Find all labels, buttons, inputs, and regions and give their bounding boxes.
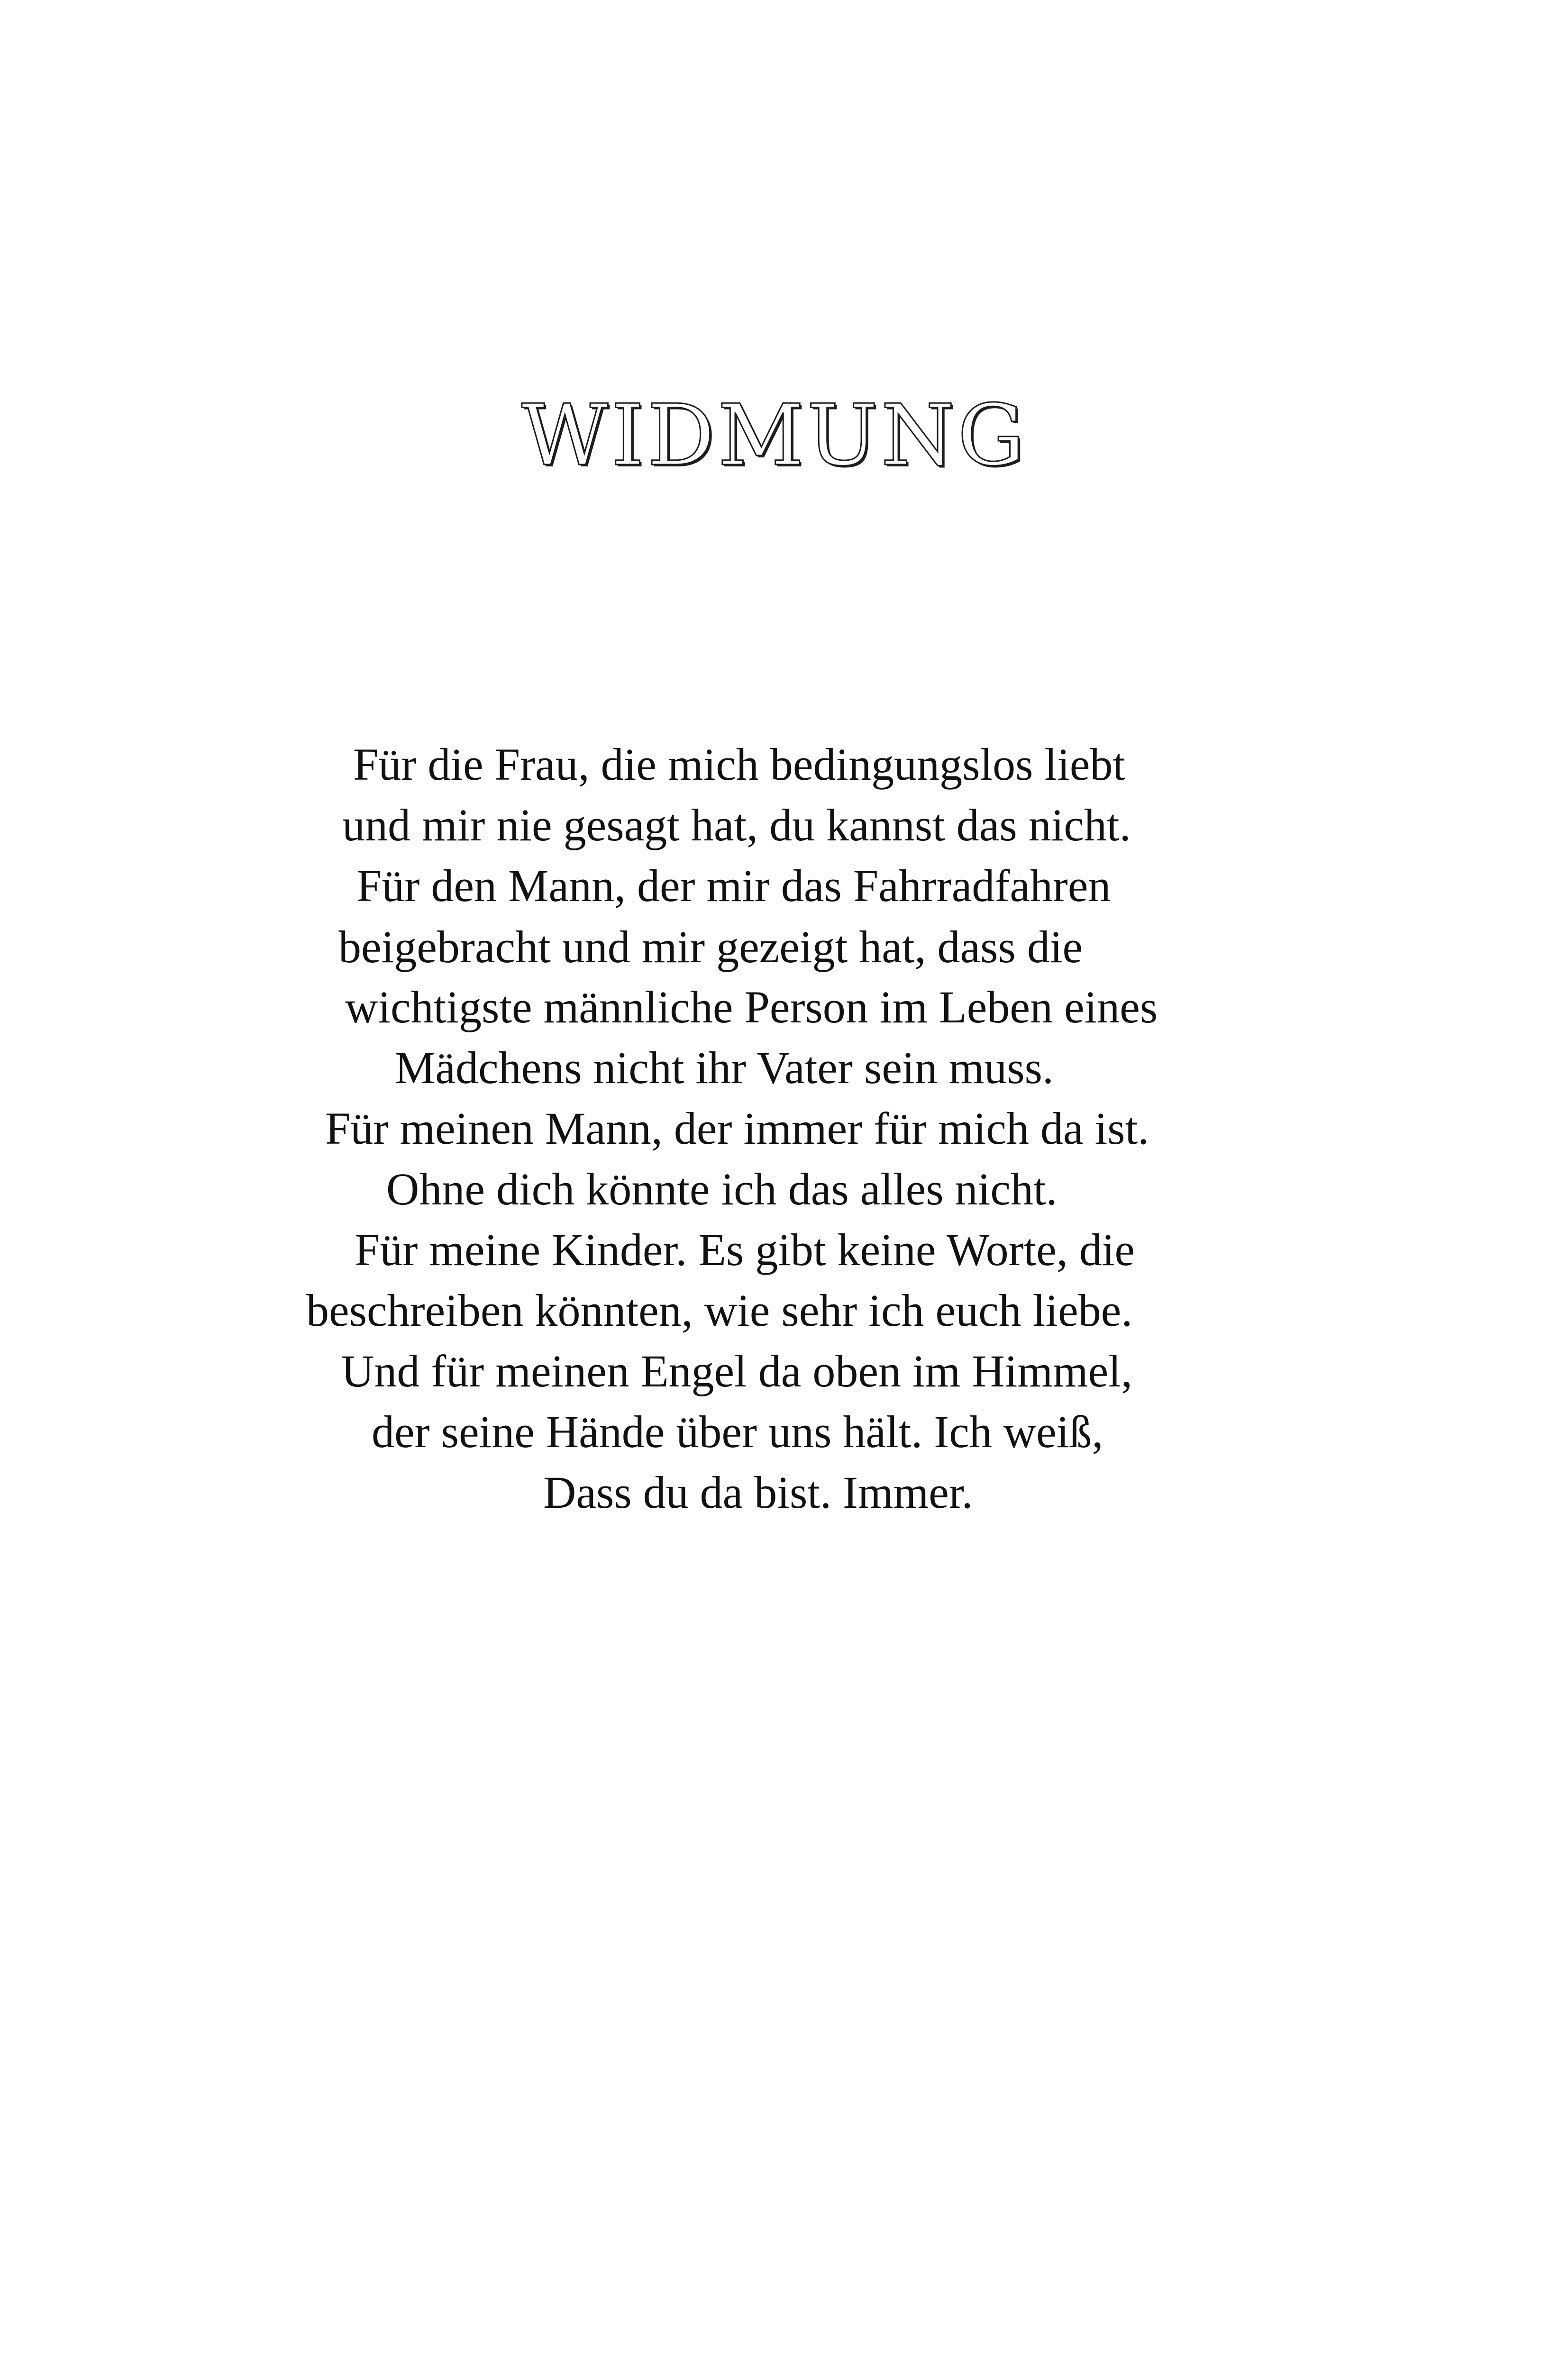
- dedication-line: der seine Hände über uns hält. Ich weiß,: [372, 1406, 1103, 1457]
- dedication-line: Für die Frau, die mich bedingungslos liebt: [353, 739, 1126, 790]
- dedication-line: Für den Mann, der mir das Fahrradfahren: [356, 860, 1111, 911]
- dedication-line: Für meine Kinder. Es gibt keine Worte, die: [355, 1224, 1135, 1275]
- dedication-line: Mädchens nicht ihr Vater sein muss.: [395, 1042, 1054, 1093]
- dedication-line: Und für meinen Engel da oben im Himmel,: [341, 1346, 1132, 1396]
- dedication-line: und mir nie gesagt hat, du kannst das nicht.: [342, 800, 1131, 850]
- dedication-line: beigebracht und mir gezeigt hat, dass die: [338, 921, 1083, 972]
- dedication-line: wichtigste männliche Person im Leben eines: [345, 982, 1158, 1032]
- dedication-line: Ohne dich könnte ich das alles nicht.: [386, 1164, 1057, 1214]
- dedication-line: Dass du da bist. Immer.: [543, 1467, 973, 1518]
- dedication-line: Für meinen Mann, der immer für mich da ist.: [325, 1103, 1149, 1154]
- dedication-line: beschreiben könnten, wie sehr ich euch liebe.: [306, 1285, 1133, 1336]
- page-title: WIDMUNG: [521, 386, 1028, 484]
